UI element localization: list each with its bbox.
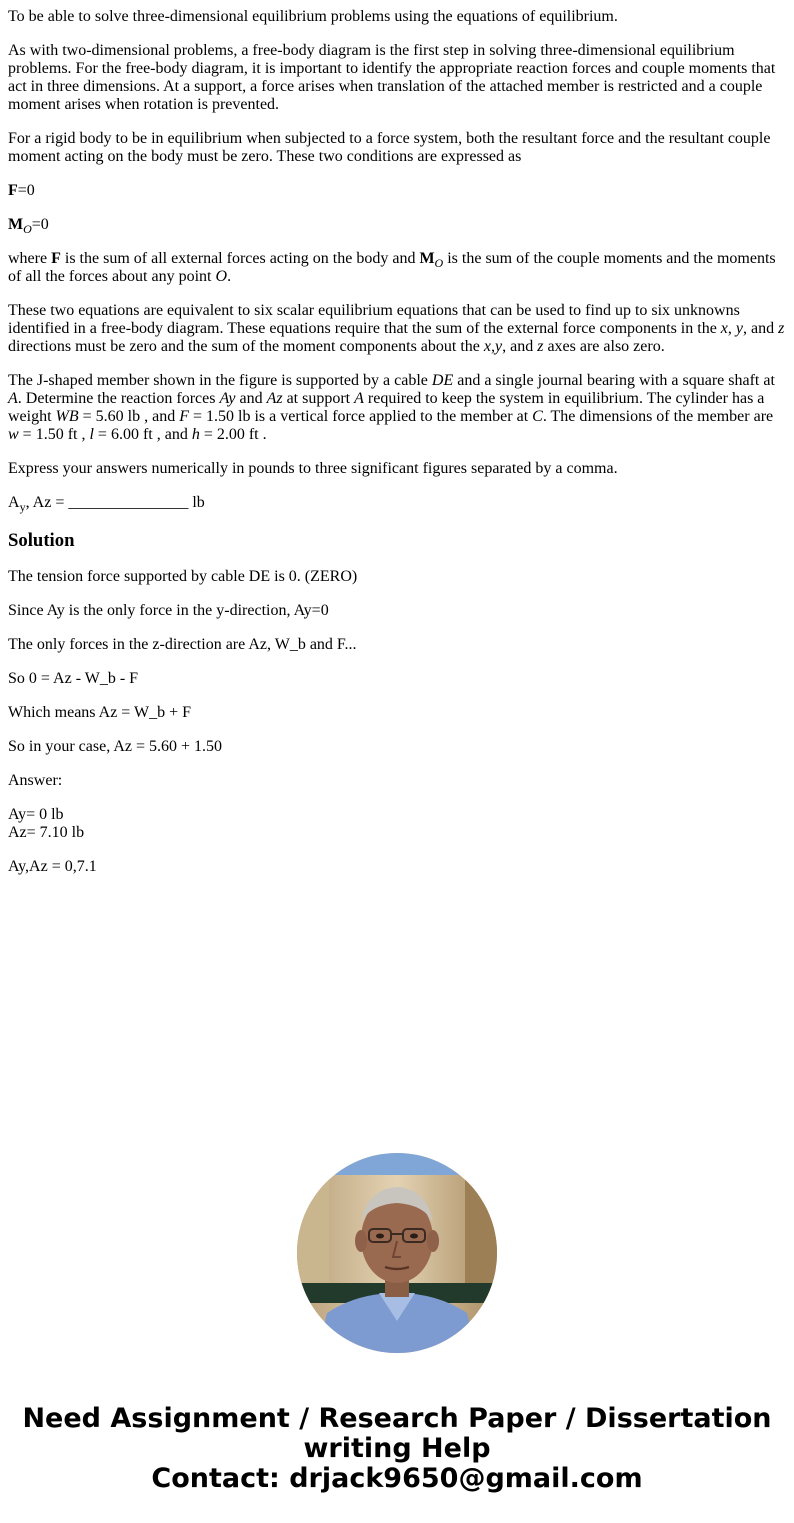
- solution-line: So in your case, Az = 5.60 + 1.50: [8, 738, 223, 755]
- answer-subscript: y: [19, 500, 26, 514]
- moment-subscript: O: [23, 222, 32, 236]
- six-x: x: [720, 320, 728, 337]
- six-equations-paragraph: [8, 302, 786, 356]
- solution-line: Since Ay is the only force in the y-direction, Ay=0: [8, 602, 329, 619]
- six-text-2: directions must be zero and the sum of the moment components about the: [8, 338, 484, 355]
- six-comma-1: ,: [727, 320, 736, 337]
- problem-point-a: A: [8, 390, 18, 407]
- problem-wb: WB: [55, 408, 79, 425]
- six-comma-3: , and: [502, 338, 538, 355]
- problem-text-1: The J-shaped member shown in the figure is supported by a cable: [8, 372, 432, 389]
- answer-az: Az= 7.10 lb: [8, 824, 85, 841]
- where-moment-subscript: O: [434, 256, 444, 270]
- solution-line: The only forces in the z-direction are Az, W_b and F...: [8, 636, 357, 653]
- problem-ay: Ay: [219, 390, 236, 407]
- equation-force: [8, 182, 786, 200]
- problem-text-9: . The dimensions of the member are: [542, 408, 774, 425]
- problem-text-7: = 5.60 lb , and: [78, 408, 180, 425]
- promo-line-1: Need Assignment / Research Paper / Dissertation: [22, 1403, 772, 1434]
- problem-text-5: at support: [282, 390, 355, 407]
- problem-text-11: = 6.00 ft , and: [93, 426, 192, 443]
- promo-line-2: writing Help: [303, 1433, 491, 1464]
- problem-w: w: [8, 426, 19, 443]
- problem-az: Az: [266, 390, 283, 407]
- problem-text-2: and a single journal bearing with a square shaft at: [453, 372, 775, 389]
- problem-text-4: and: [235, 390, 267, 407]
- solution-line: The tension force supported by cable DE is 0. (ZERO): [8, 568, 358, 585]
- intro-paragraph-1: As with two-dimensional problems, a free-body diagram is the first step in solving three-dimensional equilibrium problems. For the free-body diagram, it is important to identify the appropriate reaction forces and couple moments that act in three dimensions. At a support, a force arises when translation of the attached member is restricted and a couple moment arises when rotation is prevented.: [8, 42, 776, 113]
- problem-point-c: C: [532, 408, 543, 425]
- solution-heading: Solution: [8, 530, 75, 551]
- answer-rest: , Az = _______________ lb: [25, 494, 205, 511]
- answer-a: A: [8, 494, 20, 511]
- problem-cable-de: DE: [431, 372, 454, 389]
- intro-paragraph-2: For a rigid body to be in equilibrium when subjected to a force system, both the resultant force and the resultant couple moment acting on the body must be zero. These two conditions are expressed as: [8, 130, 771, 165]
- problem-force-f: F: [179, 408, 190, 425]
- where-force-symbol: F: [51, 250, 61, 267]
- equation-force-rest: =0: [17, 182, 35, 199]
- promo-footer: [0, 1404, 794, 1494]
- where-text-3: is the sum of the couple moments and the moments of all the forces about any point: [8, 250, 776, 285]
- answer-values: [8, 806, 786, 842]
- problem-l: l: [89, 426, 94, 443]
- answer-line: [8, 494, 786, 512]
- avatar: [297, 1153, 497, 1353]
- final-answer: Ay,Az = 0,7.1: [8, 858, 97, 875]
- six-y: y: [735, 320, 744, 337]
- where-moment-symbol: M: [419, 250, 435, 267]
- six-text-3: axes are also zero.: [543, 338, 665, 355]
- six-xy: x,y: [483, 338, 503, 355]
- equation-moment: [8, 216, 786, 234]
- promo-contact: Contact: drjack9650@gmail.com: [151, 1463, 643, 1494]
- solution-line: Which means Az = W_b + F: [8, 704, 192, 721]
- solution-line: So 0 = Az - W_b - F: [8, 670, 139, 687]
- problem-text-3: . Determine the reaction forces: [17, 390, 220, 407]
- force-symbol: F: [8, 182, 18, 199]
- problem-paragraph: [8, 372, 786, 444]
- answer-ay: Ay= 0 lb: [8, 806, 64, 823]
- problem-h: h: [191, 426, 200, 443]
- where-point-o: O: [215, 268, 228, 285]
- where-text-4: .: [227, 268, 232, 285]
- six-z2: z: [537, 338, 544, 355]
- where-text-1: where: [8, 250, 52, 267]
- avatar-portrait: [297, 1153, 497, 1353]
- six-comma-2: , and: [743, 320, 779, 337]
- moment-symbol: M: [8, 216, 24, 233]
- solution-line: Answer:: [8, 772, 63, 789]
- where-text-2: is the sum of all external forces acting on the body and: [60, 250, 420, 267]
- six-z: z: [778, 320, 785, 337]
- problem-text-12: = 2.00 ft .: [199, 426, 267, 443]
- six-text-1: These two equations are equivalent to six scalar equilibrium equations that can be used to find up to six unknowns identified in a free-body diagram. These equations require that the sum of the external force components in the: [8, 302, 740, 337]
- objective-text: To be able to solve three-dimensional equilibrium problems using the equations of equilibrium.: [8, 8, 618, 25]
- problem-text-10: = 1.50 ft ,: [18, 426, 90, 443]
- where-paragraph: [8, 250, 786, 286]
- problem-text-6: required to keep the system in equilibrium. The cylinder has a weight: [8, 390, 765, 425]
- problem-text-8: = 1.50 lb is a vertical force applied to the member at: [189, 408, 533, 425]
- instruction-text: Express your answers numerically in pounds to three significant figures separated by a comma.: [8, 460, 618, 477]
- equation-moment-rest: =0: [31, 216, 49, 233]
- problem-point-a-2: A: [354, 390, 364, 407]
